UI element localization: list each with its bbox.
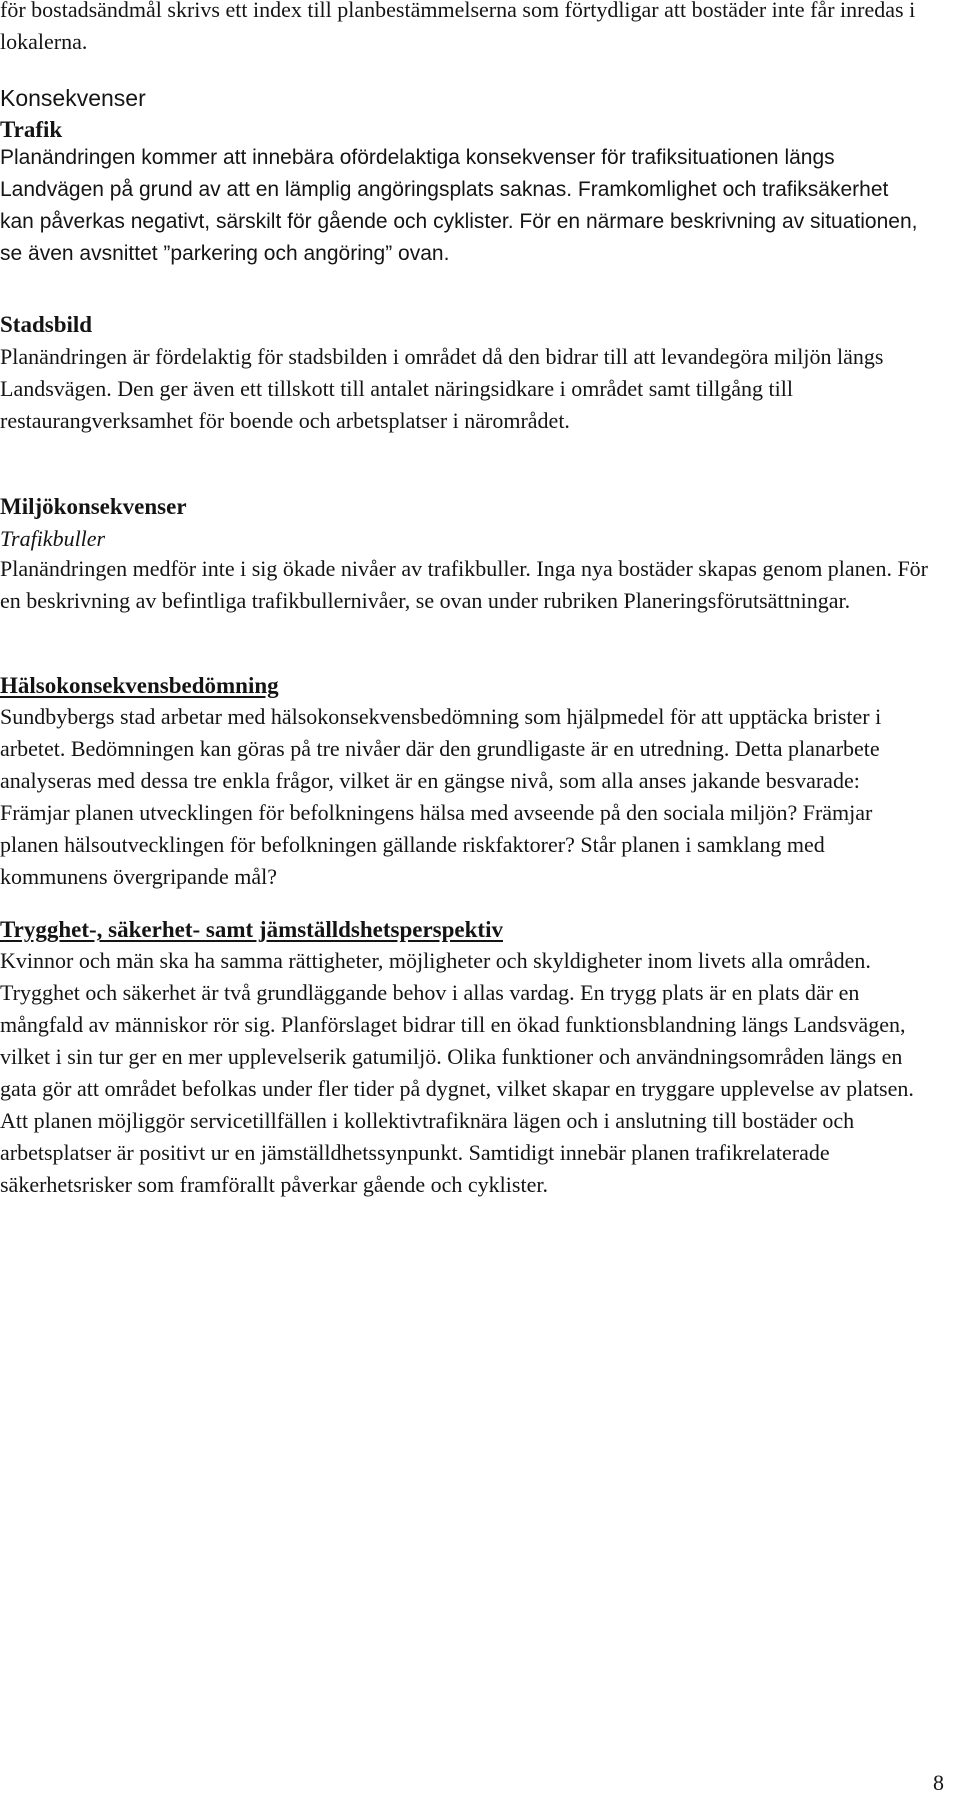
- trafik-paragraph: Planändringen kommer att innebära ofördelaktiga konsekvenser för trafiksituationen längs Landvägen på grund av att en lämplig angöringsplats saknas. Framkomlighet och trafiksäkerhet kan påverkas negativt, särskilt för gående och cyklister. För en närmare beskrivning av situationen, se även avsnittet ”parkering och angöring” ovan.: [0, 146, 918, 265]
- halsokonsekvens-paragraph: Sundbybergs stad arbetar med hälsokonsekvensbedömning som hjälpmedel för att upptäcka brister i arbetet. Bedömningen kan göras på tre nivåer där den grundligaste är en utredning. Detta planarbete analyseras med dessa tre enkla frågor, vilket är en gängse nivå, som alla anses jakande besvarade: Främjar planen utvecklingen för befolkningens hälsa med avseende på den sociala miljön? Främjar planen hälsoutvecklingen för befolkningen gällande riskfaktorer? Står planen i samklang med kommunens övergripande mål?: [0, 704, 882, 889]
- stadsbild-paragraph: Planändringen är fördelaktig för stadsbilden i området då den bidrar till att levandegöra miljön längs Landsvägen. Den ger även ett tillskott till antalet näringsidkare i området samt tillgång till restaurangverksamhet för boende och arbetsplatser i närområdet.: [0, 344, 884, 433]
- section-miljokonsekvenser: [0, 491, 928, 555]
- section-heading-konsekvenser: Konsekvenser: [0, 85, 146, 111]
- section-heading-miljokonsekvenser: Miljökonsekvenser: [0, 494, 187, 519]
- subsection-heading-trafik: Trafik: [0, 117, 63, 142]
- trafikbuller-paragraph: Planändringen medför inte i sig ökade nivåer av trafikbuller. Inga nya bostäder skapas genom planen. För en beskrivning av befintliga trafikbullernivåer, se ovan under rubriken Planeringsförutsättningar.: [0, 556, 929, 613]
- intro-paragraph: för bostadsändmål skrivs ett index till planbestämmelserna som förtydligar att bostäder inte får inredas i lokalerna.: [0, 0, 916, 54]
- trygghet-paragraph: Kvinnor och män ska ha samma rättigheter, möjligheter och skyldigheter inom livets alla områden. Trygghet och säkerhet är två grundläggande behov i allas vardag. En trygg plats är en plats där en mångfald av människor rör sig. Planförslaget bidrar till en ökad funktionsblandning längs Landsvägen, vilket i sin tur ger en mer upplevelserik gatumiljö. Olika funktioner och användningsområden längs en gata gör att området befolkas under fler tider på dygnet, vilket skapar en tryggare upplevelse av platsen. Att planen möjliggör servicetillfällen i kollektivtrafiknära lägen och i anslutning till bostäder och arbetsplatser är positivt ur en jämställdhetssynpunkt. Samtidigt innebär planen trafikrelaterade säkerhetsrisker som framförallt påverkar gående och cyklister.: [0, 948, 914, 1197]
- subsection-heading-trafikbuller: Trafikbuller: [0, 526, 106, 551]
- section-heading-stadsbild: Stadsbild: [0, 312, 93, 337]
- section-konsekvenser: [0, 82, 928, 146]
- page-number: 8: [933, 1770, 944, 1795]
- section-heading-halsokonsekvensbedomning: Hälsokonsekvensbedömning: [0, 673, 279, 698]
- section-heading-trygghet: Trygghet-, säkerhet- samt jämställdshetsperspektiv: [0, 917, 503, 942]
- section-halsokonsekvens: [0, 670, 928, 702]
- section-trygghet: [0, 914, 928, 946]
- section-stadsbild: [0, 309, 928, 341]
